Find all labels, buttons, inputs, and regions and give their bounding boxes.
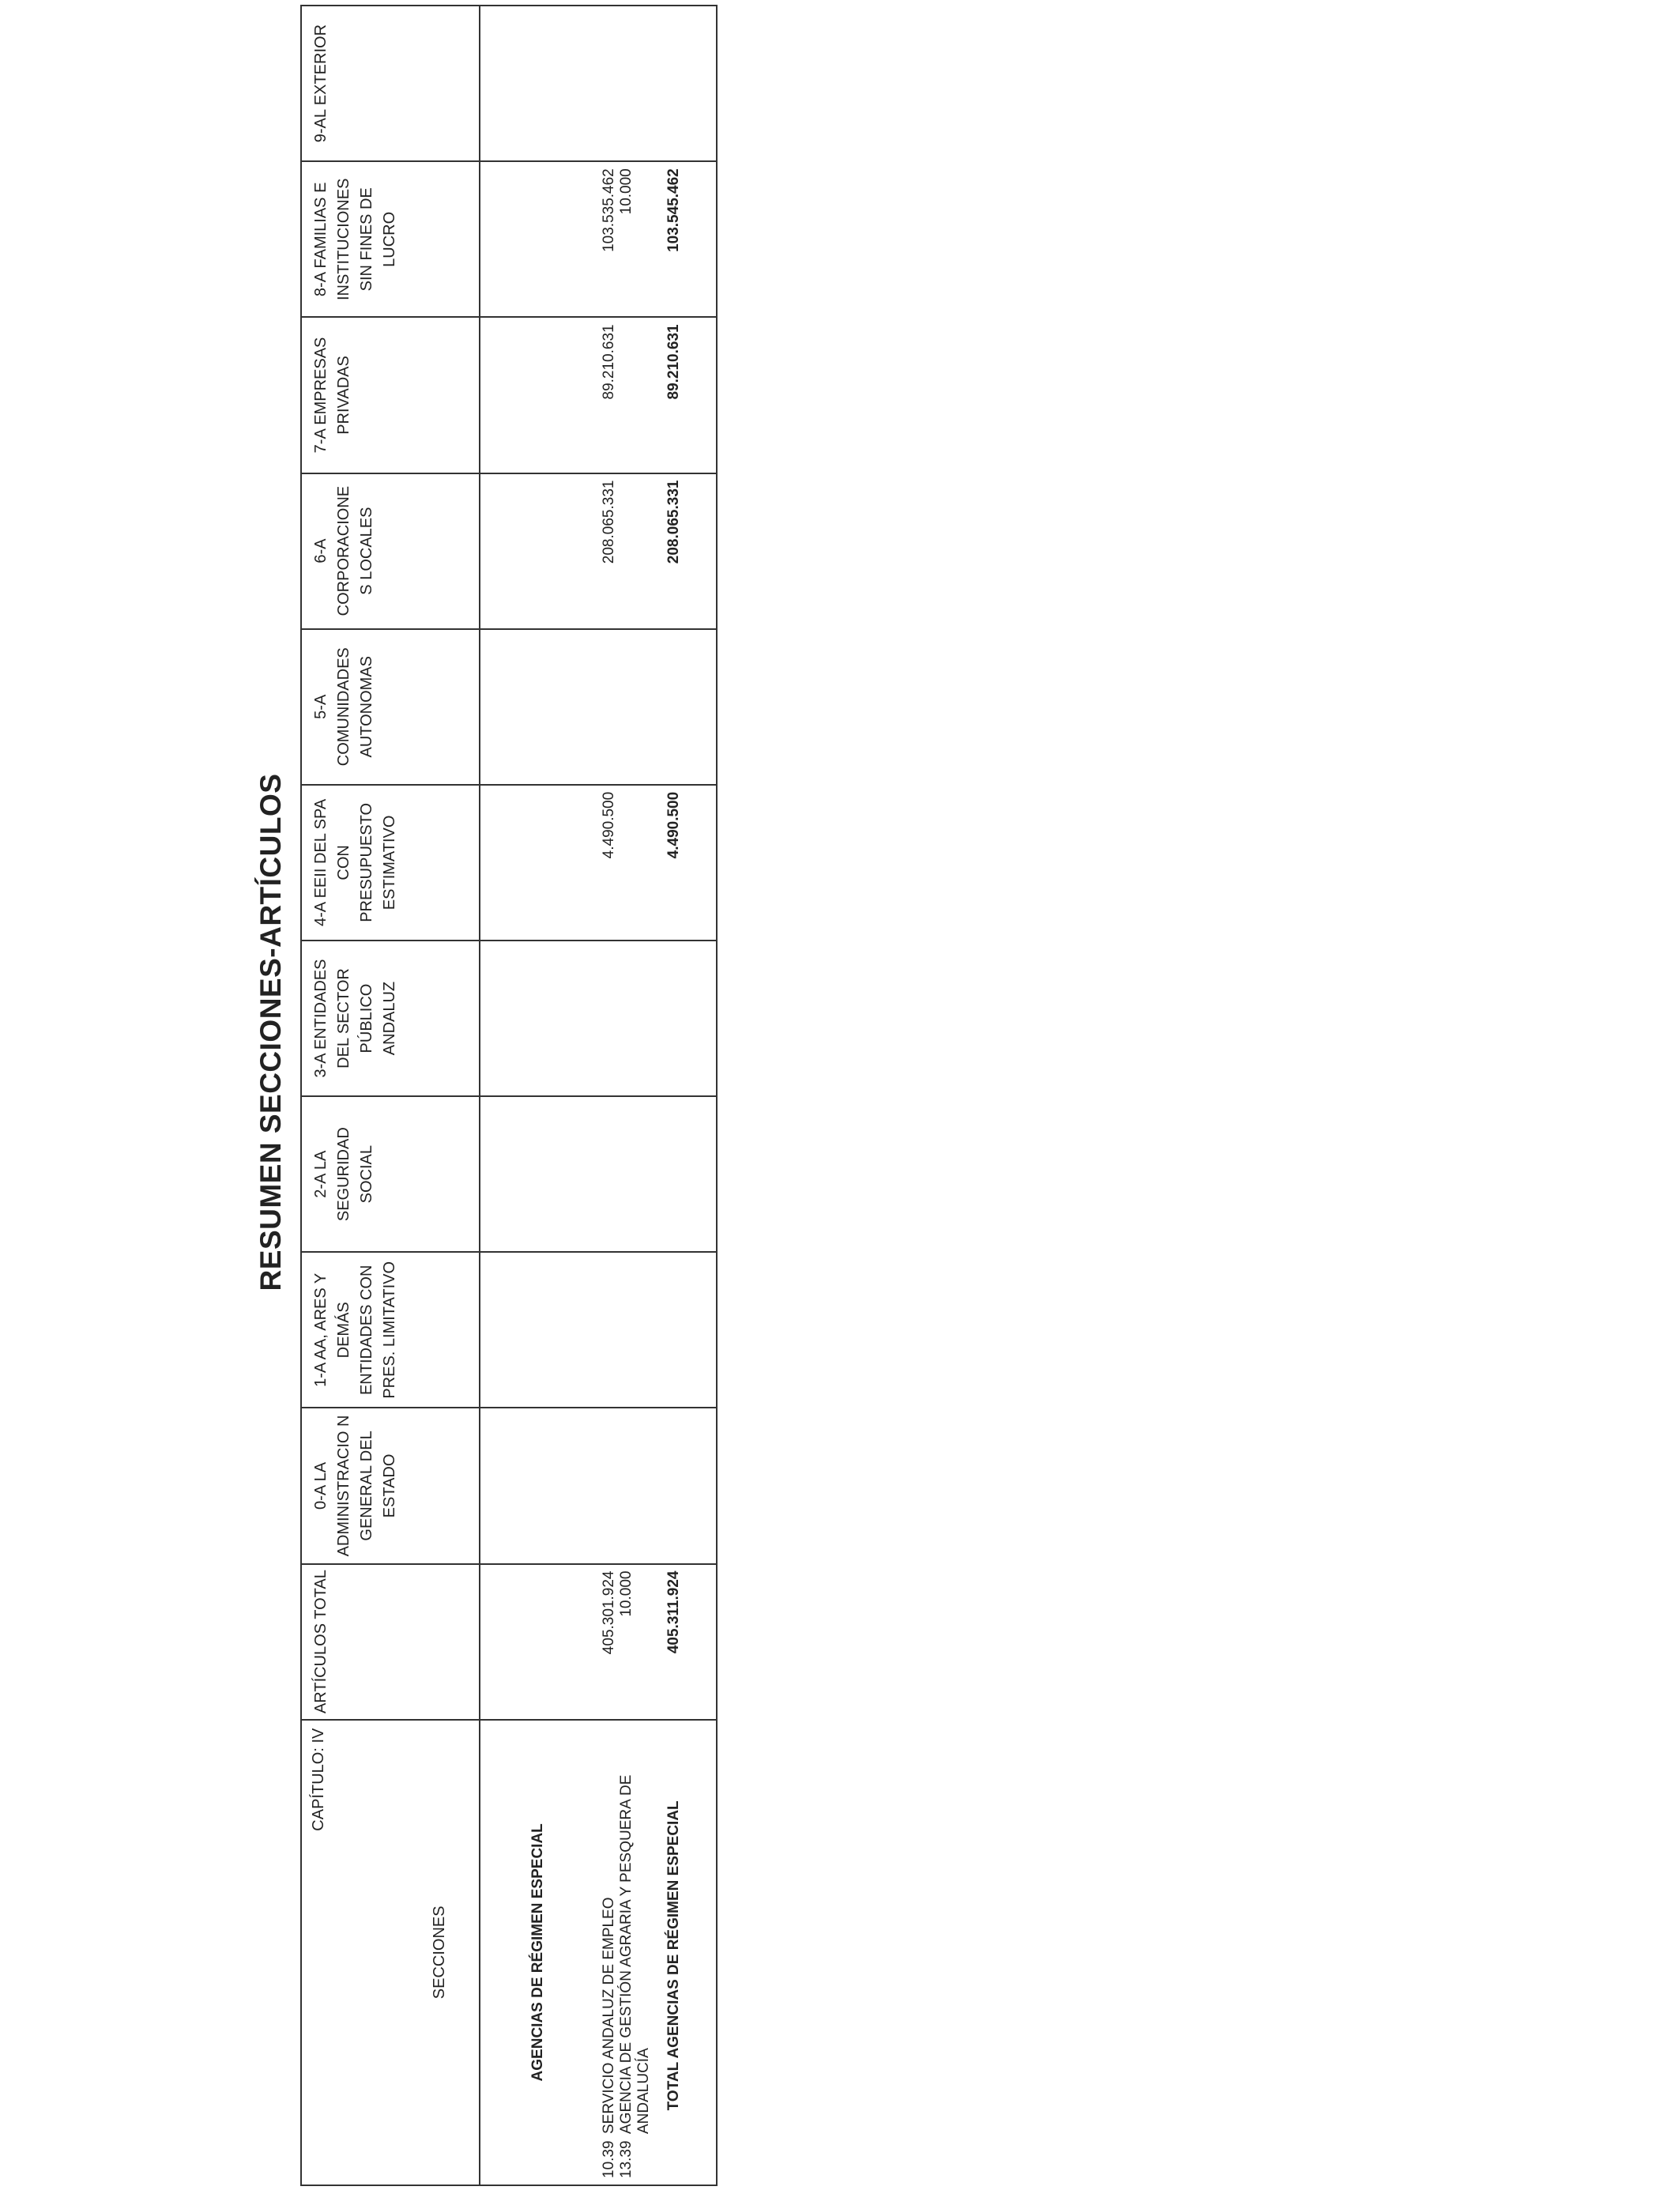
article-cell-2: [480, 1096, 717, 1252]
cell-total-value: 208.065.331: [665, 480, 682, 564]
header-article-6: 6-A CORPORACIONE S LOCALES: [301, 473, 480, 629]
article-cell-7: [480, 317, 717, 473]
cell-value: 89.210.631: [601, 324, 617, 400]
group-total-label: TOTAL AGENCIAS DE RÉGIMEN ESPECIAL: [665, 1800, 682, 2111]
row-total-value: 10.000: [618, 1570, 635, 1617]
header-article-5: 5-A COMUNIDADES AUTONOMAS: [301, 629, 480, 785]
header-article-0: 0-A LA ADMINISTRACIO N GENERAL DEL ESTADO: [301, 1408, 480, 1563]
section-code: 13.39: [618, 2140, 635, 2178]
page-title: RESUMEN SECCIONES-ARTÍCULOS: [254, 773, 287, 1291]
section-row: [618, 1727, 653, 2178]
total-label: ARTÍCULOS TOTAL: [312, 1570, 330, 1714]
header-article-9: 9-AL EXTERIOR: [301, 6, 480, 161]
section-row: [601, 1727, 618, 2178]
cell-value: 103.535.462: [601, 168, 617, 252]
section-code: 10.39: [601, 2140, 617, 2178]
cell-value: 208.065.331: [601, 480, 617, 564]
cell-value: 4.490.500: [601, 791, 617, 859]
article-cell-0: [480, 1408, 717, 1563]
row-total-value: 405.301.924: [601, 1570, 617, 1655]
section-name: AGENCIA DE GESTIÓN AGRARIA Y PESQUERA DE ANDALUCÍA: [618, 1774, 652, 2134]
header-article-4: 4-A EEII DEL SPA CON PRESUPUESTO ESTIMATIVO: [301, 785, 480, 941]
header-article-8: 8-A FAMILIAS E INSTITUCIONES SIN FINES DE LUCRO: [301, 161, 480, 317]
sections-label: SECCIONES: [431, 1906, 448, 2000]
article-cell-8: [480, 161, 717, 317]
body-row: [480, 6, 717, 2185]
group-total-value: 405.311.924: [665, 1570, 682, 1654]
article-cell-3: [480, 941, 717, 1096]
header-article-1: 1-A AA, ARES Y DEMÁS ENTIDADES CON PRES. LIMITATIVO: [301, 1252, 480, 1408]
total-column-cell: [480, 1564, 717, 1720]
article-cell-4: [480, 785, 717, 941]
chapter-label: CAPÍTULO: IV: [310, 1728, 327, 1831]
header-row: [301, 6, 480, 2185]
summary-table: [300, 5, 718, 2186]
section-name: SERVICIO ANDALUZ DE EMPLEO: [601, 1897, 617, 2134]
sections-cell: [480, 1720, 717, 2185]
cell-value: 10.000: [618, 168, 635, 215]
header-total-cell: [301, 1564, 480, 1720]
article-cell-6: [480, 473, 717, 629]
cell-total-value: 89.210.631: [665, 324, 682, 400]
header-article-3: 3-A ENTIDADES DEL SECTOR PÚBLICO ANDALUZ: [301, 941, 480, 1096]
header-article-2: 2-A LA SEGURIDAD SOCIAL: [301, 1096, 480, 1252]
article-cell-9: [480, 6, 717, 161]
group-title: AGENCIAS DE RÉGIMEN ESPECIAL: [529, 1823, 546, 2082]
cell-total-value: 4.490.500: [665, 791, 682, 859]
cell-total-value: 103.545.462: [665, 168, 682, 252]
article-cell-1: [480, 1252, 717, 1408]
header-sections-cell: [301, 1720, 480, 2185]
article-cell-5: [480, 629, 717, 785]
header-article-7: 7-A EMPRESAS PRIVADAS: [301, 317, 480, 473]
